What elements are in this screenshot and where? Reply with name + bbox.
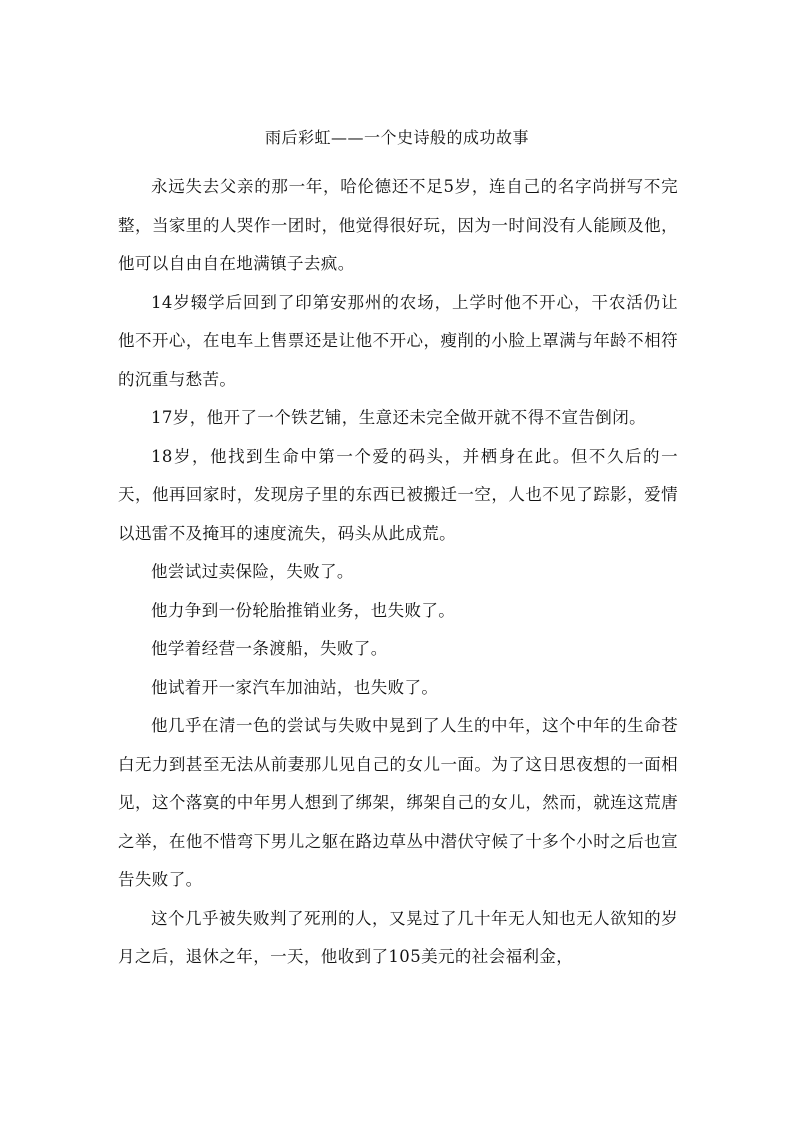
paragraph-10: 这个几乎被失败判了死刑的人，又晃过了几十年无人知也无人欲知的岁月之后，退休之年，一天，他收到了105美元的社会福利金，	[118, 908, 678, 966]
paragraph-7: 他学着经营一条渡船，失败了。	[151, 639, 388, 658]
paragraph-9: 他几乎在清一色的尝试与失败中晃到了人生的中年，这个中年的生命苍白无力到甚至无法从前妻那儿见自己的女儿一面。为了这日思夜想的一面相见，这个落寞的中年男人想到了绑架，绑架自己的女儿，然而，就连这荒唐之举，在他不惜弯下男儿之躯在路边草丛中潜伏守候了十多个小时之后也宣告失败了。	[118, 716, 678, 889]
paragraph-6: 他力争到一份轮胎推销业务，也失败了。	[151, 600, 456, 620]
paragraph-2: 14岁辍学后回到了印第安那州的农场，上学时他不开心，干农活仍让他不开心，在电车上售票还是让他不开心，瘦削的小脸上罩满与年龄不相符的沉重与愁苦。	[118, 292, 678, 389]
document-body	[118, 168, 678, 977]
paragraph-4: 18岁，他找到生命中第一个爱的码头，并栖身在此。但不久后的一天，他再回家时，发现房子里的东西已被搬迁一空，人也不见了踪影，爱情以迅雷不及掩耳的速度流失，码头从此成荒。	[118, 446, 678, 543]
paragraph-3: 17岁，他开了一个铁艺铺，生意还未完全做开就不得不宣告倒闭。	[151, 408, 646, 427]
paragraph-5: 他尝试过卖保险，失败了。	[151, 562, 354, 581]
document-title: 雨后彩虹——一个史诗般的成功故事	[264, 128, 529, 147]
paragraph-8: 他试着开一家汽车加油站，也失败了。	[151, 677, 439, 697]
paragraph-1: 永远失去父亲的那一年，哈伦德还不足5岁，连自己的名字尚拼写不完整，当家里的人哭作一团时，他觉得很好玩，因为一时间没有人能顾及他，他可以自由自在地满镇子去疯。	[118, 177, 678, 273]
